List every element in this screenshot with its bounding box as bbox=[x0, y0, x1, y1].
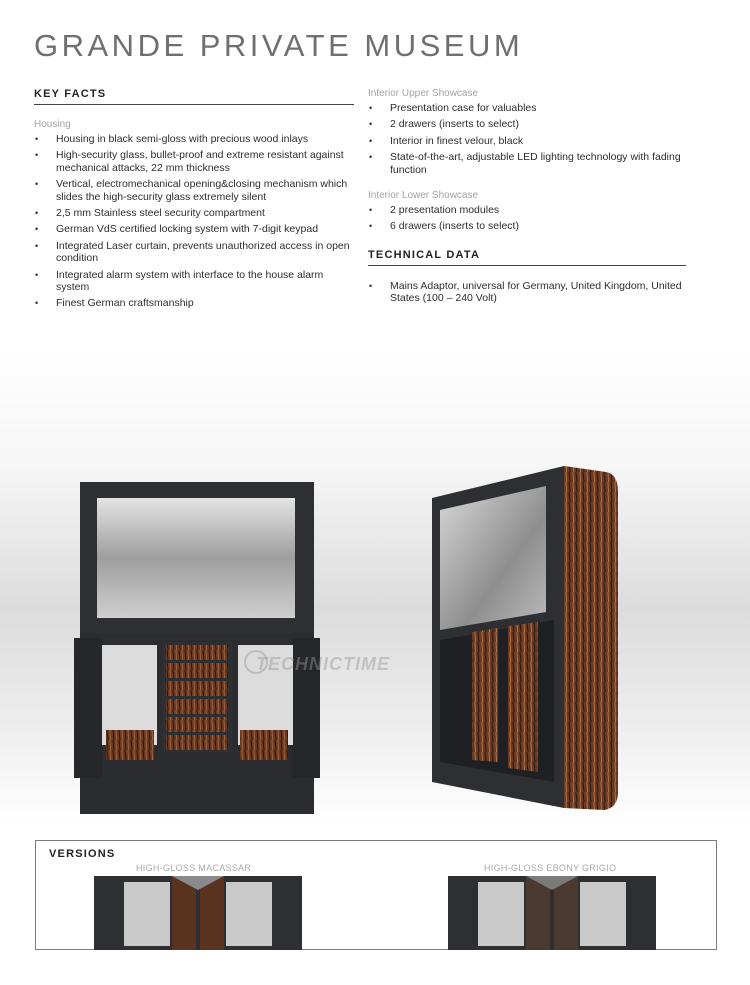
watermark: TECHNICTIME bbox=[256, 654, 390, 674]
key-facts-heading: KEY FACTS bbox=[34, 88, 354, 105]
list-item: • High-security glass, bullet-proof and extreme resistant against mechanical attacks, 22 mm thickness bbox=[34, 149, 354, 174]
version-label-macassar: HIGH-GLOSS MACASSAR bbox=[136, 863, 252, 873]
page-title: GRANDE PRIVATE MUSEUM bbox=[34, 28, 524, 63]
housing-list bbox=[34, 133, 354, 310]
key-facts-section bbox=[34, 88, 354, 314]
list-item: • Interior in finest velour, black bbox=[368, 135, 686, 147]
version-image-macassar bbox=[94, 876, 302, 950]
list-item: • Presentation case for valuables bbox=[368, 102, 686, 114]
interior-lower-list bbox=[368, 204, 686, 233]
housing-label: Housing bbox=[34, 119, 71, 130]
versions-heading: VERSIONS bbox=[49, 848, 116, 860]
interior-upper-label: Interior Upper Showcase bbox=[368, 88, 479, 99]
list-item: • 6 drawers (inserts to select) bbox=[368, 220, 686, 232]
list-item: • Vertical, electromechanical opening&closing mechanism which slides the high-security glass extremely silent bbox=[34, 178, 354, 203]
list-item: • Finest German craftsmanship bbox=[34, 297, 354, 309]
list-item: • Mains Adaptor, universal for Germany, United Kingdom, United States (100 – 240 Volt) bbox=[368, 280, 686, 305]
list-item: • 2,5 mm Stainless steel security compartment bbox=[34, 207, 354, 219]
technical-list bbox=[368, 280, 686, 305]
list-item: • Integrated Laser curtain, prevents unauthorized access in open condition bbox=[34, 240, 354, 265]
cabinet-angled-closed-image bbox=[428, 462, 623, 814]
interior-lower-label: Interior Lower Showcase bbox=[368, 190, 479, 202]
version-image-ebony-grigio bbox=[448, 876, 656, 950]
list-item: • State-of-the-art, adjustable LED lighting technology with fading function bbox=[368, 151, 686, 176]
list-item: • Housing in black semi-gloss with precious wood inlays bbox=[34, 133, 354, 145]
version-label-ebony-grigio: HIGH-GLOSS EBONY GRIGIO bbox=[484, 863, 617, 873]
versions-panel bbox=[35, 840, 717, 950]
list-item: • 2 presentation modules bbox=[368, 204, 686, 216]
interior-upper-list bbox=[368, 102, 686, 176]
technical-data-heading: TECHNICAL DATA bbox=[368, 249, 686, 266]
list-item: • 2 drawers (inserts to select) bbox=[368, 118, 686, 130]
interior-section bbox=[368, 88, 686, 309]
list-item: • Integrated alarm system with interface to the house alarm system bbox=[34, 269, 354, 294]
cabinet-front-open-image bbox=[70, 480, 325, 820]
list-item: • German VdS certified locking system with 7-digit keypad bbox=[34, 223, 354, 235]
